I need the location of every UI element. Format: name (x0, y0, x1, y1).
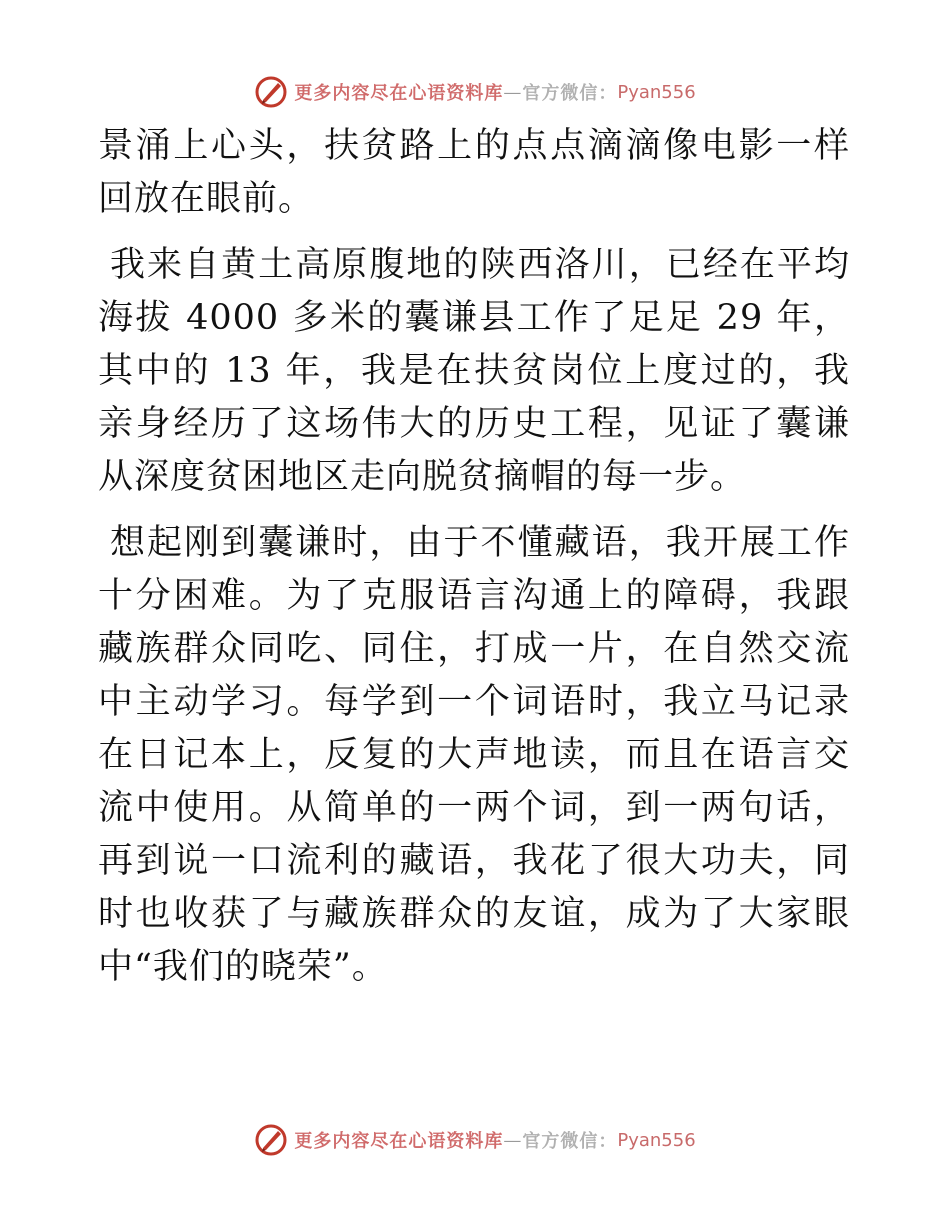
pen-circle-logo-icon (254, 75, 288, 109)
banner-wechat-label: 官方微信： (522, 83, 618, 104)
paragraph-1: 景涌上心头，扶贫路上的点点滴滴像电影一样回放在眼前。 (98, 126, 850, 219)
banner-wechat-account: Pyan556 (617, 81, 696, 103)
banner-separator: — (503, 1129, 523, 1151)
banner-brand-text: 更多内容尽在心语资料库 (294, 1131, 504, 1152)
banner-separator: — (503, 81, 523, 103)
paragraph-3: 想起刚到囊谦时，由于不懂藏语，我开展工作十分困难。为了克服语言沟通上的障碍，我跟藏族群众同吃、同住，打成一片，在自然交流中主动学习。每学到一个词语时，我立马记录在日记本上，反复的大声地读，而且在语言交流中使用。从简单的一两个词，到一两句话，再到说一口流利的藏语，我花了很大功夫，同时也收获了与藏族群众的友谊，成为了大家眼中“我们的晓荣”。 (98, 523, 850, 987)
banner-wechat-account: Pyan556 (617, 1129, 696, 1151)
banner-wechat-label: 官方微信： (522, 1131, 618, 1152)
banner-brand-text: 更多内容尽在心语资料库 (294, 83, 504, 104)
document-body (98, 120, 850, 1007)
paragraph-2: 我来自黄土高原腹地的陕西洛川，已经在平均海拔 4000 多米的囊谦县工作了足足 29 年，其中的 13 年，我是在扶贫岗位上度过的，我亲身经历了这场伟大的历史工程，见证了囊谦从深度贫困地区走向脱贫摘帽的每一步。 (98, 245, 850, 497)
header-watermark-banner (0, 72, 950, 112)
footer-watermark-banner (0, 1120, 950, 1160)
pen-circle-logo-icon (254, 1123, 288, 1157)
